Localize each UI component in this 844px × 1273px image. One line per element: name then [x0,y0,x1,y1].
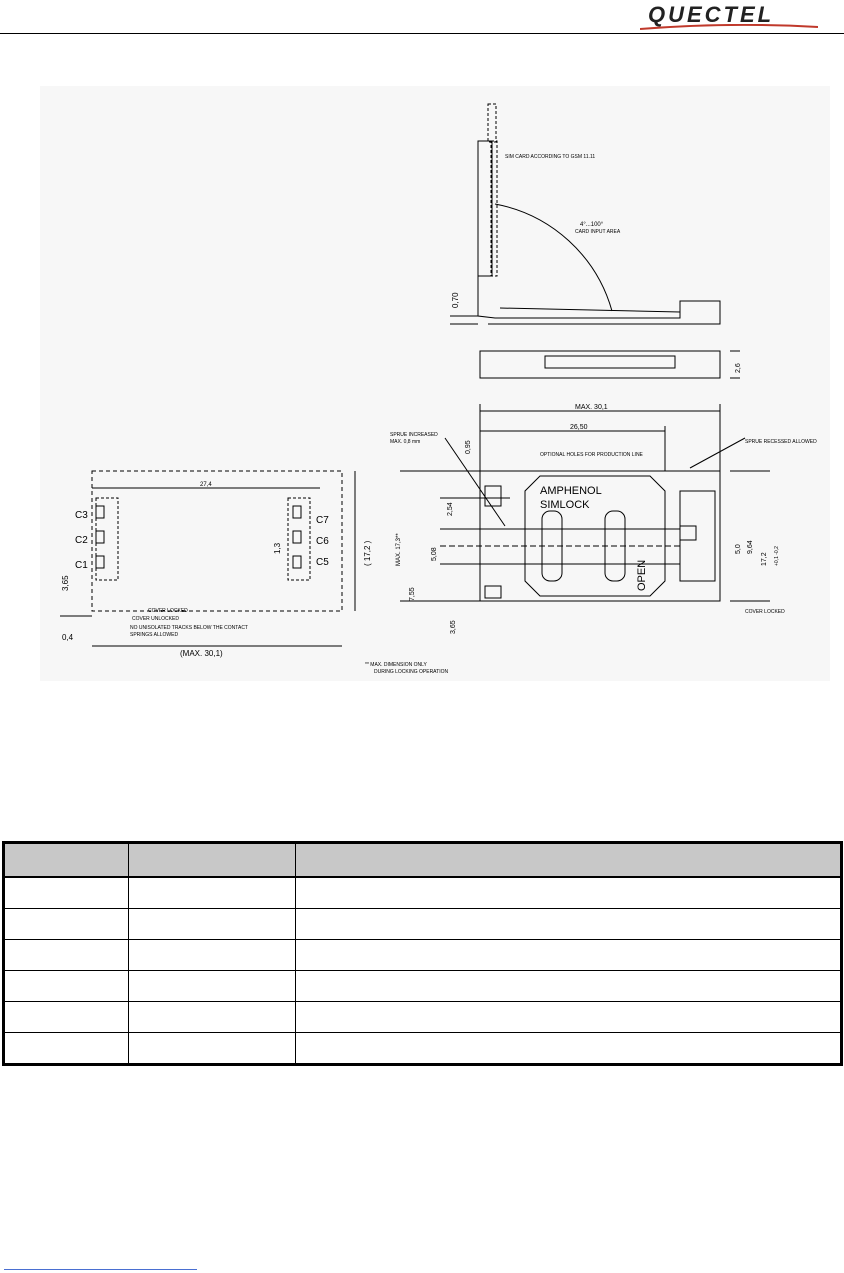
table-row [4,1002,842,1033]
sim-card-label: SIM CARD ACCORDING TO GSM 11.11 [505,154,596,160]
amphenol-label: AMPHENOL [540,485,602,497]
sprue-recessed: SPRUE RECESSED ALLOWED [745,439,817,445]
dim-04: 0,4 [62,633,74,642]
pin-c3: C3 [75,510,88,521]
dim-274: 27,4 [200,482,212,488]
pin-c7: C7 [316,515,329,526]
table-cell [4,940,129,971]
cover-unlocked-left: COVER UNLOCKED [132,616,179,622]
optional-holes: OPTIONAL HOLES FOR PRODUCTION LINE [540,452,643,458]
dim-964: 9,64 [747,540,754,554]
dim-13: 1,3 [273,542,282,554]
table-cell [4,877,129,909]
cover-locked-right: COVER LOCKED [745,609,785,615]
table-row [4,1033,842,1065]
dim-50: 5,0 [735,544,742,554]
angle-label: 4°...100° [580,222,604,228]
dim-26: 2,6 [735,363,742,373]
tracks-note: NO UNISOLATED TRACKS BELOW THE CONTACT [130,625,248,631]
footer-link-underline[interactable] [4,1269,197,1270]
table-cell [129,971,296,1002]
pin-c2: C2 [75,535,88,546]
sim-connector-drawing [40,86,830,681]
table-cell [129,877,296,909]
table-cell [4,1033,129,1065]
top-dim-2650: 26,50 [570,424,588,431]
dim-070: 0,70 [451,292,460,308]
table-cell [296,877,842,909]
table-header-row [4,843,842,878]
dim-max301-paren: (MAX. 30,1) [180,649,223,658]
table-row [4,877,842,909]
table-cell [4,971,129,1002]
sprue-max: MAX. 0,8 mm [390,439,421,445]
table-cell [296,971,842,1002]
logo-swoosh-icon [640,24,818,30]
quectel-logo: QUECTEL [648,2,775,27]
dim-095: 0,95 [465,440,472,454]
dim-755: 7,55 [409,587,416,601]
table-cell [4,909,129,940]
top-max301: MAX. 30,1 [575,404,608,411]
dim-172-top: 17,2 [761,552,768,566]
dim-508: 5,08 [431,547,438,561]
table-cell [296,940,842,971]
table-header-cell [129,843,296,878]
table-cell [129,909,296,940]
open-label: OPEN [636,559,648,591]
header-divider [0,33,844,34]
note-max-dimension: ** MAX. DIMENSION ONLY [365,662,427,668]
table-cell [129,940,296,971]
note-locking: DURING LOCKING OPERATION [374,669,449,675]
sprue-increased: SPRUE INCREASED [390,432,438,438]
dim-365-left: 3,65 [61,575,70,591]
dim-172-paren: ( 17,2 ) [363,540,372,566]
table-cell [4,1002,129,1033]
input-area-label: CARD INPUT AREA [575,229,621,235]
table-row [4,971,842,1002]
dim-365-right: 3,65 [450,620,457,634]
table-header-cell [4,843,129,878]
pin-table [2,841,843,1066]
table-row [4,909,842,940]
simlock-label: SIMLOCK [540,499,590,511]
pin-c1: C1 [75,560,88,571]
pin-c6: C6 [316,536,329,547]
table-cell [296,909,842,940]
table-cell [129,1002,296,1033]
table-cell [296,1033,842,1065]
dim-254: 2,54 [447,502,454,516]
table-header-cell [296,843,842,878]
table-row [4,940,842,971]
springs-note: SPRINGS ALLOWED [130,632,179,638]
pin-c5: C5 [316,557,329,568]
table-cell [296,1002,842,1033]
dim-tolerance: +0,1 -0,2 [774,546,780,566]
dim-max173: MAX. 17,3** [396,533,402,566]
cover-locked-left: COVER LOCKED [148,608,188,614]
table-cell [129,1033,296,1065]
